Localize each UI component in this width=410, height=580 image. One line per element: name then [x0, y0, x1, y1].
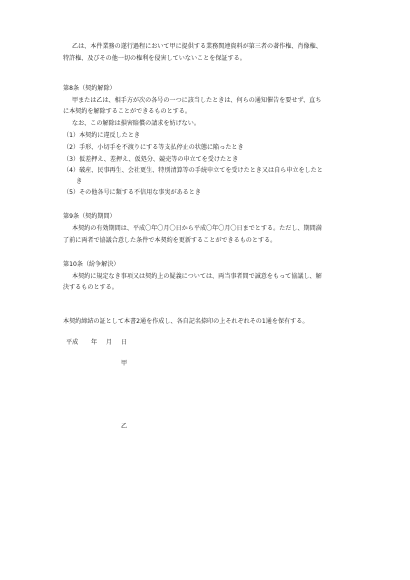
article-9-line-2: 了前に両者で協議合意した条件で本契約を更新することができるものとする。 [63, 237, 277, 244]
article-10-line-2: 決するものとする。 [63, 284, 118, 291]
article-8-item-5: （5）その他各号に類する不信用な事実があるとき [63, 189, 201, 196]
date-day-label: 日 [121, 339, 128, 346]
article-8-para-1-line-1: 甲または乙は、相手方が次の各号の一つに該当したときは、何らの通知催告を要せず、直ち [72, 97, 322, 104]
article-10-line-1: 本契約に規定なき事項又は契約上の疑義については、両当事者間で誠意をもって協議し、解 [72, 273, 322, 280]
article-9-line-1: 本契約の有効期間は、平成〇年〇月〇日から平成〇年〇月〇日までとする。ただし、期間満 [72, 225, 322, 232]
article-8-item-4: （4）破産、民事再生、会社更生、特別清算等の手続申立てを受けたとき又は自ら申立をしたと [63, 167, 323, 174]
intro-line-1: 乙は、本件業務の遂行過程において甲に提供する業務関連資料が第三者の著作権、肖像権、 [72, 43, 322, 50]
date-era: 平成 [66, 339, 79, 346]
article-10-heading: 第10条（紛争解決） [63, 261, 120, 268]
article-8-item-1: （1）本契約に違反したとき [63, 132, 141, 139]
article-8-item-3: （3）仮差押え、差押え、仮処分、競売等の申立てを受けたとき [63, 156, 239, 163]
intro-line-2: 特許権、及びその他一切の権利を侵害していないことを保証する。 [63, 55, 246, 62]
article-8-para-1-line-2: に本契約を解除することができるものとする。 [63, 108, 191, 115]
date-month-label: 月 [106, 339, 113, 346]
article-8-item-4-continued: き [76, 178, 83, 185]
article-8-para-2: なお、この解除は損害賠償の請求を妨げない。 [72, 120, 200, 127]
article-8-item-2: （2）手形、小切手を不渡りにする等支払停止の状態に陥ったとき [63, 144, 244, 151]
party-b-label: 乙 [121, 423, 128, 430]
date-year-label: 年 [91, 339, 98, 346]
party-a-label: 甲 [121, 360, 128, 367]
article-9-heading: 第9条（契約期間） [63, 213, 116, 220]
closing-statement: 本契約締結の証として本書2通を作成し、各自記名捺印の上それぞれその1通を保有する。 [63, 318, 309, 325]
article-8-heading: 第8条（契約解除） [63, 85, 116, 92]
